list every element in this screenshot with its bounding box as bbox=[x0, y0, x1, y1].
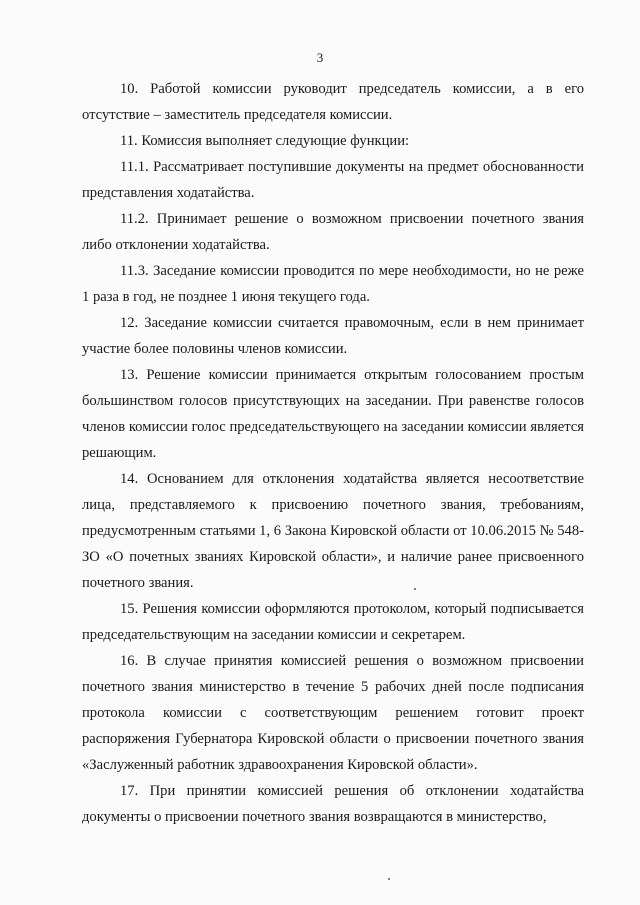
paragraph-10: 10. Работой комиссии руководит председатель комиссии, а в его отсутствие – заместитель председателя комиссии. bbox=[82, 81, 584, 123]
paragraph-14: 14. Основанием для отклонения ходатайства является несоответствие лица, представляемого к присвоению почетного звания, требованиям, предусмотренным статьями 1, 6 Закона Кировской области от 10.06.2015 № 548-ЗО «О почетных званиях Кировской области», и наличие ранее присвоенного почетного звания. bbox=[82, 471, 584, 591]
paragraph-13: 13. Решение комиссии принимается открытым голосованием простым большинством голосов присутствующих на заседании. При равенстве голосов членов комиссии голос председательствующего на заседании комиссии является решающим. bbox=[82, 367, 584, 461]
paragraph-12: 12. Заседание комиссии считается правомочным, если в нем принимает участие более половины членов комиссии. bbox=[82, 315, 584, 357]
scan-speck bbox=[414, 588, 416, 590]
paragraph-11-2: 11.2. Принимает решение о возможном присвоении почетного звания либо отклонении ходатайства. bbox=[82, 211, 584, 253]
paragraph-11: 11. Комиссия выполняет следующие функции: bbox=[120, 133, 410, 149]
page-number: 3 bbox=[316, 50, 324, 65]
paragraph-11-3: 11.3. Заседание комиссии проводится по мере необходимости, но не реже 1 раза в год, не позднее 1 июня текущего года. bbox=[82, 263, 584, 305]
paragraph-11-1: 11.1. Рассматривает поступившие документы на предмет обоснованности представления ходатайства. bbox=[82, 159, 584, 201]
paragraph-15: 15. Решения комиссии оформляются протоколом, который подписывается председательствующим на заседании комиссии и секретарем. bbox=[82, 601, 584, 643]
paragraph-16: 16. В случае принятия комиссией решения о возможном присвоении почетного звания министерство в течение 5 рабочих дней после подписания протокола комиссии с соответствующим решением готовит проект распоряжения Губернатора Кировской области о присвоении почетного звания «Заслуженный работник здравоохранения Кировской области». bbox=[82, 653, 584, 773]
paragraph-17: 17. При принятии комиссией решения об отклонении ходатайства документы о присвоении почетного звания возвращаются в министерство, bbox=[82, 783, 584, 825]
document-body bbox=[82, 76, 584, 830]
scan-speck bbox=[388, 878, 390, 880]
